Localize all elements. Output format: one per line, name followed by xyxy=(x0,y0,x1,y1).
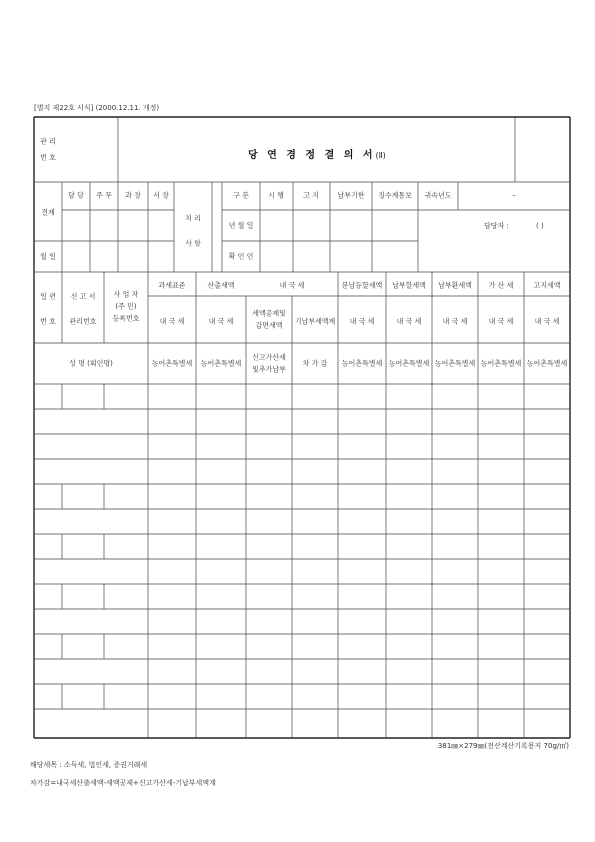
approval-label: 결재 xyxy=(41,208,55,217)
proc-header-category: 구 분 xyxy=(233,191,249,200)
proc-header-deadline: 납부기한 xyxy=(337,191,365,200)
sub-c6: 내 국 세 xyxy=(349,317,375,326)
row3-c9: 농어촌특별세 xyxy=(480,359,522,368)
proc-dash: – xyxy=(512,191,516,200)
biz-no-label-1: 사 업 자 xyxy=(113,290,139,299)
proc-header-collection: 징수계통보 xyxy=(378,191,412,200)
row3-c4-1: 신고가산세 xyxy=(252,353,286,362)
title-text: 당 연 경 정 결 의 서 xyxy=(248,150,376,161)
date-label: 월 일 xyxy=(40,252,56,261)
form-id: [별지 제22호 서식] (2000.12.11. 개정) xyxy=(34,104,160,112)
row3-c8: 농어촌특별세 xyxy=(434,359,476,368)
col-notice: 고지세액 xyxy=(533,281,561,290)
mgmt-no-label-2: 번 호 xyxy=(40,153,56,162)
proc-header-notice: 고 지 xyxy=(303,191,319,200)
row3-c3: 농어촌특별세 xyxy=(200,359,242,368)
officer-label: 담당자 : xyxy=(484,222,509,230)
sub-c8: 내 국 세 xyxy=(442,317,468,326)
proc-row-date: 년 월 일 xyxy=(228,221,254,230)
mgmt-no-label-1: 관 리 xyxy=(40,137,56,146)
title-suffix: (Ⅱ) xyxy=(375,151,386,160)
sub-c10: 내 국 세 xyxy=(534,317,560,326)
sub-c7: 내 국 세 xyxy=(396,317,422,326)
sub-c2: 내 국 세 xyxy=(159,317,185,326)
approval-role-staff: 담 당 xyxy=(68,191,84,200)
processing-label-1: 처 리 xyxy=(185,214,201,223)
note-tax-items: 해당세목 : 소득세, 법인세, 증권거래세 xyxy=(30,761,148,769)
paper-size: 381㎜×279㎜(전산계산기록용지 70g/㎡) xyxy=(437,742,569,750)
col-surcharge: 가 산 세 xyxy=(488,281,514,290)
col-domestic: 내 국 세 xyxy=(279,281,305,290)
name-label: 성 명 (회인명) xyxy=(69,359,113,368)
row3-c10: 농어촌특별세 xyxy=(526,359,568,368)
sub-prepaid: 기납부세액계 xyxy=(294,317,336,326)
approval-role-section: 과 장 xyxy=(125,191,141,200)
col-refund: 납부환세액 xyxy=(438,281,472,290)
col-tax-base: 과세표준 xyxy=(158,281,186,290)
proc-header-year: 귀속년도 xyxy=(424,191,452,200)
row3-c4-2: 및추가납부 xyxy=(252,365,286,374)
serial-label-2: 번 호 xyxy=(40,317,56,326)
report-no-label-2: 관리번호 xyxy=(69,317,97,326)
sub-deduct-2: 감면세액 xyxy=(255,321,283,330)
serial-label-1: 일 련 xyxy=(40,292,56,301)
row3-c5: 차 가 감 xyxy=(302,359,328,368)
col-payment: 납부할세액 xyxy=(392,281,426,290)
row3-c6: 농어촌특별세 xyxy=(341,359,383,368)
biz-no-label-2: (주 민) xyxy=(115,302,137,311)
processing-label-2: 사 항 xyxy=(185,239,201,248)
row3-c7: 농어촌특별세 xyxy=(388,359,430,368)
officer-paren: ( ) xyxy=(536,222,544,230)
note-formula: 차가감=내국세산출세액-세액공제+신고가산세-기납부세액계 xyxy=(30,779,216,787)
row3-c2: 농어촌특별세 xyxy=(151,359,193,368)
sub-deduct-1: 세액공제및 xyxy=(252,309,286,318)
col-output-tax: 산출세액 xyxy=(207,281,235,290)
biz-no-label-3: 등록번호 xyxy=(112,314,140,323)
approval-role-director: 서 장 xyxy=(153,191,169,200)
col-installment: 분납등할세액 xyxy=(341,281,383,290)
form-title xyxy=(248,143,386,162)
sub-c9: 내 국 세 xyxy=(488,317,514,326)
approval-role-chief: 주 무 xyxy=(96,191,112,200)
proc-header-enforce: 시 행 xyxy=(268,191,284,200)
proc-row-confirm: 확 인 인 xyxy=(228,252,254,261)
report-no-label-1: 신 고 서 xyxy=(70,292,96,301)
sub-c3: 내 국 세 xyxy=(208,317,234,326)
